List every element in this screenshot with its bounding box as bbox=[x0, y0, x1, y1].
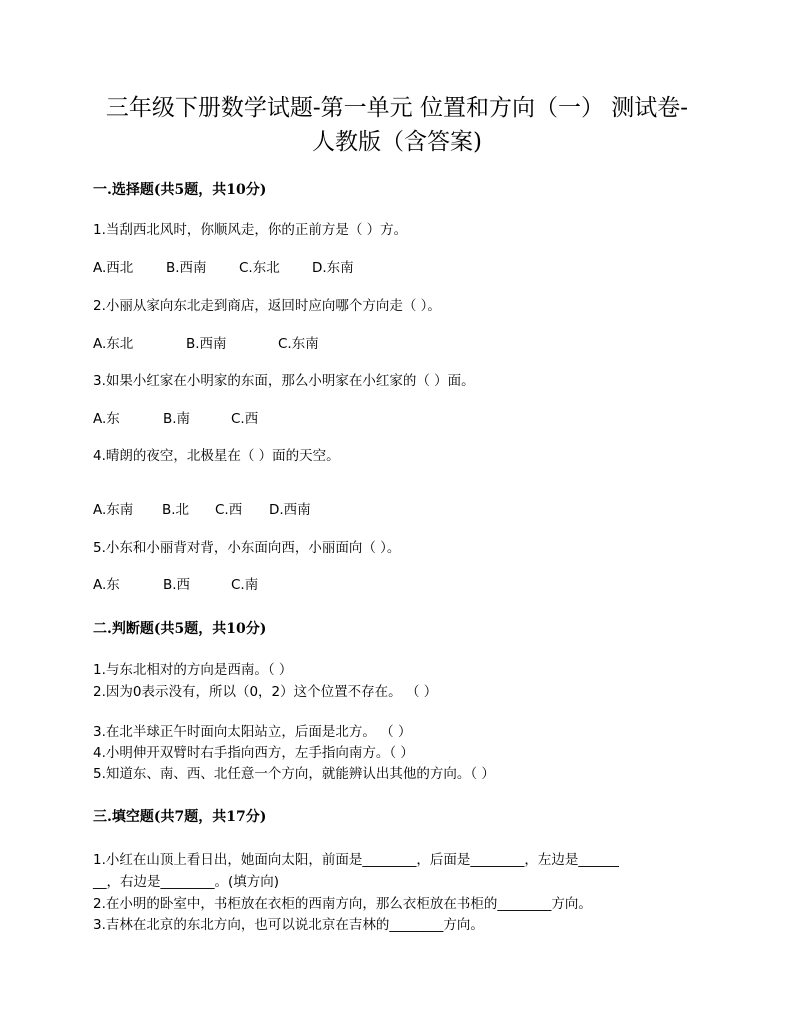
option-a: A.东 bbox=[93, 577, 120, 593]
document-title-line-1: 三年级下册数学试题-第一单元 位置和方向（一） 测试卷- bbox=[105, 95, 689, 121]
option-a: A.东北 bbox=[93, 336, 134, 352]
option-c: C.南 bbox=[231, 577, 259, 593]
fill-question-1: 1.小红在山顶上看日出，她面向太阳，前面是________，后面是________，左边是______ bbox=[93, 852, 619, 868]
judgement-question-3: 3.在北半球正午时面向太阳站立，后面是北方。 （ ） bbox=[93, 724, 412, 740]
fill-question-2: 2.在小明的卧室中，书柜放在衣柜的西南方向，那么衣柜放在书柜的________方向。 bbox=[93, 896, 592, 912]
judgement-question-2: 2.因为0表示没有，所以（0，2）这个位置不存在。 （ ） bbox=[93, 684, 438, 700]
fill-question-1-continued: __，右边是________。(填方向) bbox=[93, 874, 280, 890]
option-a: A.东 bbox=[93, 411, 120, 427]
option-a: A.东南 bbox=[93, 502, 134, 518]
option-d: D.西南 bbox=[269, 502, 311, 518]
question-5: 5.小东和小丽背对背，小东面向西，小丽面向（ ）。 bbox=[93, 540, 401, 556]
fill-question-3: 3.吉林在北京的东北方向，也可以说北京在吉林的________方向。 bbox=[93, 917, 484, 933]
judgement-question-4: 4.小明伸开双臂时右手指向西方，左手指向南方。（ ） bbox=[93, 745, 414, 761]
question-4: 4.晴朗的夜空，北极星在（ ）面的天空。 bbox=[93, 448, 340, 464]
judgement-question-1: 1.与东北相对的方向是西南。（ ） bbox=[93, 662, 293, 678]
question-1: 1.当刮西北风时，你顺风走，你的正前方是（ ）方。 bbox=[93, 222, 408, 238]
section-heading-judgement: 二.判断题(共5题，共10分) bbox=[93, 621, 267, 637]
question-3: 3.如果小红家在小明家的东面，那么小明家在小红家的（ ）面。 bbox=[93, 373, 475, 389]
option-c: C.东南 bbox=[278, 336, 319, 352]
judgement-question-5: 5.知道东、南、西、北任意一个方向，就能辨认出其他的方向。（ ） bbox=[93, 766, 495, 782]
question-2: 2.小丽从家向东北走到商店，返回时应向哪个方向走（ ）。 bbox=[93, 298, 441, 314]
option-b: B.西南 bbox=[186, 336, 227, 352]
option-c: C.西 bbox=[215, 502, 243, 518]
option-c: C.东北 bbox=[239, 260, 280, 276]
section-heading-choice: 一.选择题(共5题，共10分) bbox=[93, 182, 267, 198]
option-a: A.西北 bbox=[93, 260, 134, 276]
option-d: D.东南 bbox=[312, 260, 354, 276]
document-title-line-2: 人教版（含答案) bbox=[312, 129, 482, 155]
option-b: B.西 bbox=[163, 577, 191, 593]
section-heading-fill-blank: 三.填空题(共7题，共17分) bbox=[93, 809, 267, 825]
option-b: B.北 bbox=[162, 502, 190, 518]
option-c: C.西 bbox=[231, 411, 259, 427]
option-b: B.西南 bbox=[166, 260, 207, 276]
option-b: B.南 bbox=[163, 411, 191, 427]
